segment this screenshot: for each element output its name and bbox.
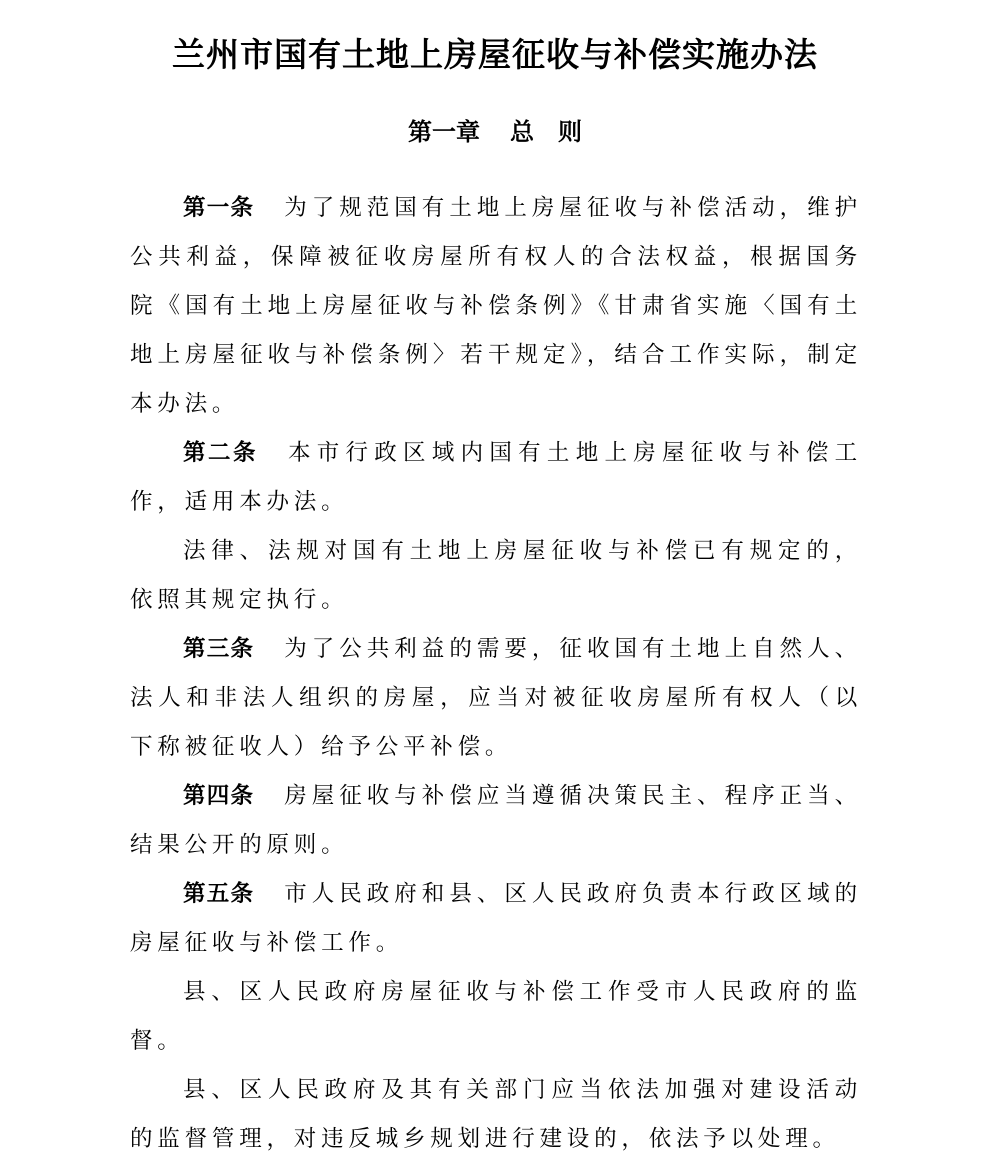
paragraph-text: 为了公共利益的需要，征收国有土地上自然人、法人和非法人组织的房屋，应当对被征收房屋所有权人（以下称被征收人）给予公平补偿。 bbox=[130, 636, 862, 760]
document-title: 兰州市国有土地上房屋征收与补偿实施办法 bbox=[172, 35, 818, 74]
paragraph-article-5-clause-2 bbox=[130, 968, 862, 1066]
article-label: 第一条 bbox=[183, 195, 255, 221]
chapter-heading bbox=[0, 110, 990, 154]
paragraph-text: 市人民政府和县、区人民政府负责本行政区域的房屋征收与补偿工作。 bbox=[130, 881, 862, 956]
article-label: 第三条 bbox=[183, 636, 255, 662]
paragraph-article-1 bbox=[130, 184, 862, 429]
article-label: 第四条 bbox=[183, 783, 255, 809]
paragraph-text: 本市行政区域内国有土地上房屋征收与补偿工作，适用本办法。 bbox=[130, 440, 862, 515]
paragraph-text: 县、区人民政府房屋征收与补偿工作受市人民政府的监督。 bbox=[130, 979, 862, 1054]
paragraph-article-4 bbox=[130, 772, 862, 870]
chapter-name: 总 则 bbox=[510, 118, 582, 146]
paragraph-article-2 bbox=[130, 429, 862, 527]
paragraph-article-3 bbox=[130, 625, 862, 772]
document-body bbox=[130, 184, 862, 1164]
article-label: 第五条 bbox=[183, 881, 255, 907]
chapter-number: 第一章 bbox=[408, 118, 480, 146]
paragraph-text: 为了规范国有土地上房屋征收与补偿活动，维护公共利益，保障被征收房屋所有权人的合法权益，根据国务院《国有土地上房屋征收与补偿条例》《甘肃省实施〈国有土地上房屋征收与补偿条例〉若干规定》，结合工作实际，制定本办法。 bbox=[130, 195, 862, 417]
paragraph-text: 房屋征收与补偿应当遵循决策民主、程序正当、结果公开的原则。 bbox=[130, 783, 862, 858]
paragraph-article-5 bbox=[130, 870, 862, 968]
paragraph-article-5-clause-3 bbox=[130, 1066, 862, 1164]
paragraph-text: 县、区人民政府及其有关部门应当依法加强对建设活动的监督管理，对违反城乡规划进行建设的，依法予以处理。 bbox=[130, 1077, 862, 1152]
article-label: 第二条 bbox=[183, 440, 258, 466]
paragraph-article-2-clause-2 bbox=[130, 527, 862, 625]
paragraph-text: 法律、法规对国有土地上房屋征收与补偿已有规定的，依照其规定执行。 bbox=[130, 538, 862, 613]
